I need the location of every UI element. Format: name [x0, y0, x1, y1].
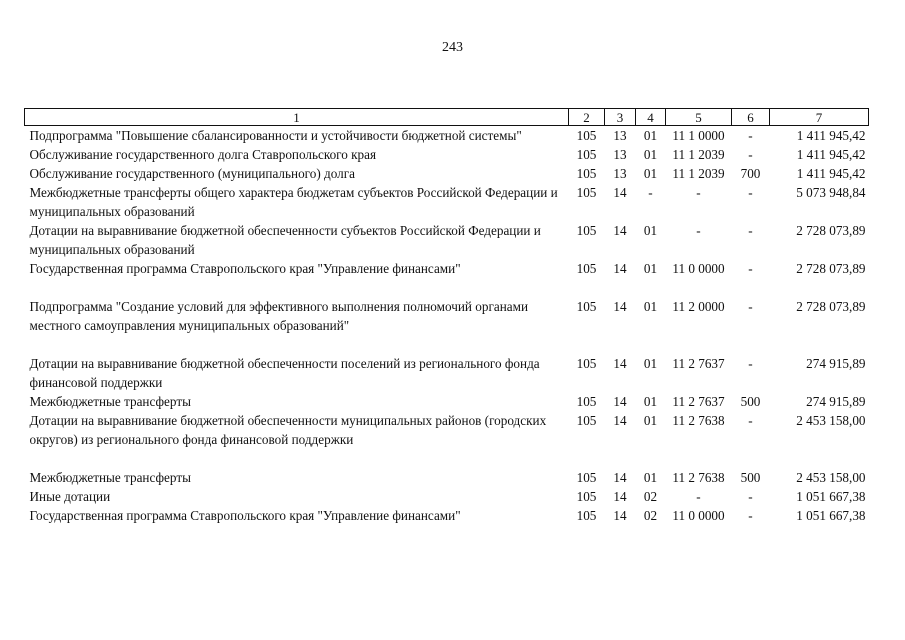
table-row: [25, 506, 869, 525]
row-code-3: 13: [613, 128, 627, 143]
row-code-5: 11 2 0000: [672, 299, 725, 314]
header-row: [25, 109, 869, 126]
row-code-4: 01: [643, 261, 658, 276]
row-code-2: 105: [576, 185, 597, 200]
row-code-6: -: [748, 223, 753, 238]
row-code-4: 01: [643, 356, 658, 371]
table-row: [25, 126, 869, 146]
row-code-6: -: [748, 508, 753, 523]
row-code-5: 11 2 7637: [672, 394, 725, 409]
row-code-5: 11 2 7637: [672, 356, 725, 371]
row-code-3: 14: [613, 185, 627, 200]
table-row: [25, 468, 869, 487]
row-code-6: -: [748, 261, 753, 276]
table-row: [25, 354, 869, 392]
row-name: Подпрограмма "Повышение сбалансированности и устойчивости бюджетной системы": [29, 128, 522, 143]
table-row: [25, 297, 869, 354]
row-amount: 1 051 667,38: [796, 508, 866, 523]
row-code-2: 105: [576, 489, 597, 504]
column-header-1: 1: [25, 109, 569, 126]
row-name: Обслуживание государственного долга Ставропольского края: [29, 147, 377, 162]
row-amount: 2 728 073,89: [796, 261, 866, 276]
row-code-4: 01: [643, 394, 658, 409]
row-code-5: -: [696, 223, 701, 238]
row-name: Подпрограмма "Создание условий для эффективного выполнения полномочий органами местного самоуправления муниципальных образований": [29, 299, 529, 333]
row-name: Государственная программа Ставропольского края "Управление финансами": [29, 261, 461, 276]
row-code-5: 11 2 7638: [672, 470, 725, 485]
row-code-3: 13: [613, 147, 627, 162]
row-code-4: -: [648, 185, 653, 200]
page-number: 243: [442, 40, 463, 55]
row-code-2: 105: [576, 166, 597, 181]
row-code-3: 14: [613, 489, 627, 504]
row-code-4: 01: [643, 470, 658, 485]
row-code-6: 700: [740, 166, 761, 181]
budget-table: [24, 108, 869, 525]
row-name: Обслуживание государственного (муниципального) долга: [29, 166, 355, 181]
row-code-6: -: [748, 356, 753, 371]
row-code-2: 105: [576, 508, 597, 523]
row-code-4: 01: [643, 413, 658, 428]
row-amount: 274 915,89: [806, 394, 866, 409]
row-code-6: -: [748, 299, 753, 314]
row-amount: 1 051 667,38: [796, 489, 866, 504]
table-body: [25, 126, 869, 526]
row-code-3: 14: [613, 394, 627, 409]
row-amount: 2 728 073,89: [796, 299, 866, 314]
row-code-3: 14: [613, 299, 627, 314]
row-name: Государственная программа Ставропольского края "Управление финансами": [29, 508, 461, 523]
row-code-5: 11 1 0000: [672, 128, 725, 143]
row-amount: 5 073 948,84: [796, 185, 866, 200]
table-row: [25, 259, 869, 297]
row-code-2: 105: [576, 261, 597, 276]
row-amount: 2 453 158,00: [796, 470, 866, 485]
row-code-2: 105: [576, 413, 597, 428]
row-code-3: 14: [613, 261, 627, 276]
row-name: Межбюджетные трансферты: [29, 394, 191, 409]
row-amount: 1 411 945,42: [796, 147, 866, 162]
row-code-2: 105: [576, 470, 597, 485]
row-code-6: -: [748, 413, 753, 428]
row-code-4: 01: [643, 166, 658, 181]
row-code-4: 01: [643, 147, 658, 162]
row-code-5: 11 0 0000: [672, 508, 725, 523]
row-amount: 274 915,89: [806, 356, 866, 371]
row-amount: 1 411 945,42: [796, 128, 866, 143]
row-code-3: 14: [613, 470, 627, 485]
row-code-3: 14: [613, 413, 627, 428]
row-code-5: 11 1 2039: [672, 147, 725, 162]
row-name: Дотации на выравнивание бюджетной обеспеченности муниципальных районов (городских округов) из регионального фонда финансовой поддержки: [29, 413, 547, 447]
table-row: [25, 487, 869, 506]
row-code-3: 13: [613, 166, 627, 181]
row-code-2: 105: [576, 356, 597, 371]
row-name: Дотации на выравнивание бюджетной обеспеченности субъектов Российской Федерации и муниципальных образований: [29, 223, 541, 257]
row-code-6: 500: [740, 394, 761, 409]
row-code-5: 11 0 0000: [672, 261, 725, 276]
column-header-4: 4: [636, 109, 666, 126]
table-row: [25, 164, 869, 183]
row-code-4: 01: [643, 128, 658, 143]
row-code-4: 02: [643, 489, 658, 504]
row-code-6: -: [748, 147, 753, 162]
table-row: [25, 392, 869, 411]
row-code-4: 02: [643, 508, 658, 523]
column-header-3: 3: [605, 109, 636, 126]
row-name: Иные дотации: [29, 489, 111, 504]
row-name: Межбюджетные трансферты: [29, 470, 191, 485]
row-code-5: -: [696, 489, 701, 504]
row-code-2: 105: [576, 394, 597, 409]
row-code-3: 14: [613, 223, 627, 238]
column-header-5: 5: [666, 109, 732, 126]
row-code-2: 105: [576, 147, 597, 162]
table-row: [25, 183, 869, 221]
row-code-2: 105: [576, 223, 597, 238]
table-row: [25, 221, 869, 259]
row-name: Дотации на выравнивание бюджетной обеспеченности поселений из регионального фонда финансовой поддержки: [29, 356, 540, 390]
row-code-6: -: [748, 185, 753, 200]
column-header-7: 7: [770, 109, 869, 126]
row-amount: 2 453 158,00: [796, 413, 866, 428]
row-code-2: 105: [576, 128, 597, 143]
row-code-5: 11 1 2039: [672, 166, 725, 181]
row-code-2: 105: [576, 299, 597, 314]
table-row: [25, 145, 869, 164]
row-code-4: 01: [643, 299, 658, 314]
column-header-6: 6: [732, 109, 770, 126]
row-amount: 2 728 073,89: [796, 223, 866, 238]
column-header-2: 2: [569, 109, 605, 126]
row-code-3: 14: [613, 508, 627, 523]
row-code-5: -: [696, 185, 701, 200]
table-row: [25, 411, 869, 468]
row-code-4: 01: [643, 223, 658, 238]
row-code-5: 11 2 7638: [672, 413, 725, 428]
row-code-6: -: [748, 489, 753, 504]
row-code-6: 500: [740, 470, 761, 485]
row-code-6: -: [748, 128, 753, 143]
row-name: Межбюджетные трансферты общего характера бюджетам субъектов Российской Федерации и муниципальных образований: [29, 185, 558, 219]
row-amount: 1 411 945,42: [796, 166, 866, 181]
row-code-3: 14: [613, 356, 627, 371]
